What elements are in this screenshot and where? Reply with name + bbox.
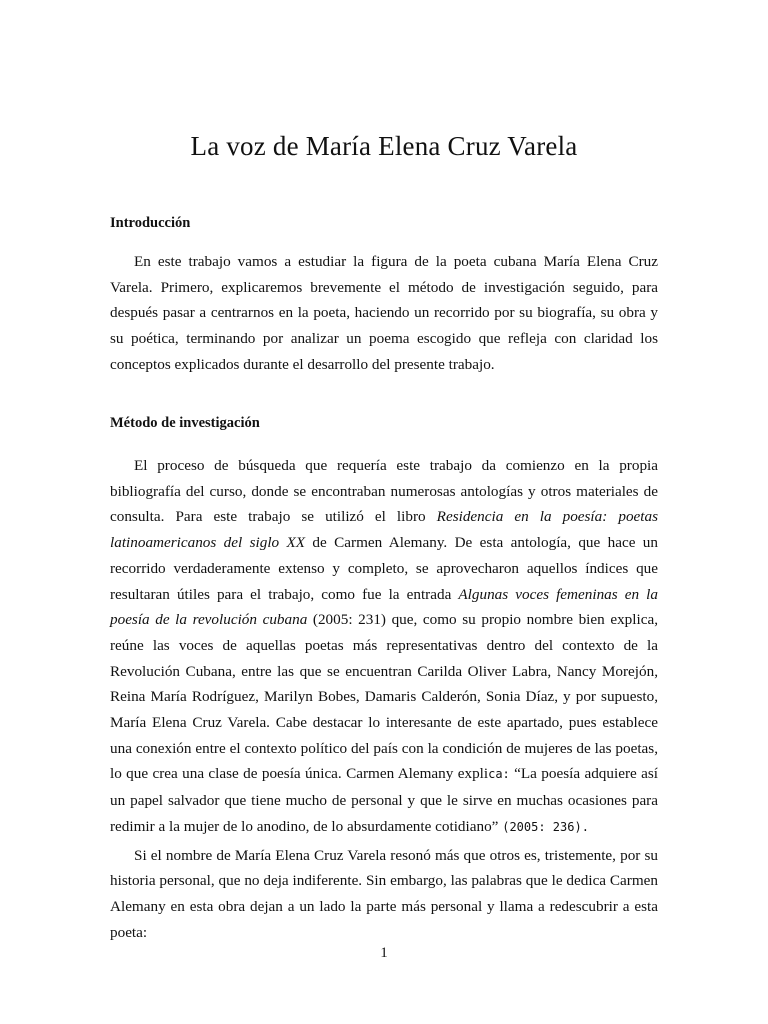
section-body-introduccion (110, 249, 658, 378)
document-title: La voz de María Elena Cruz Varela (190, 131, 578, 161)
quote: “La poesía adquiere así un papel salvador que tiene mucho de personal y que le sirve en muchas ocasiones para redimir a la mujer de lo anodino, de lo absurdamente cotidiano” (110, 765, 658, 835)
paragraph: Si el nombre de María Elena Cruz Varela resonó más que otros es, tristemente, por su historia personal, que no deja indiferente. Sin embargo, las palabras que le dedica Carmen Alemany en esta obra dejan a un lado la parte más personal y llama a redescubrir a esta poeta: (110, 846, 658, 941)
text-run: de Carmen Alemany. De esta antología, que hace un recorrido verdaderamente extenso y completo, se aprovecharon aquellos índices que resultaran útiles para el trabajo, como fue la entrada (110, 534, 658, 603)
text-run: (2005: 231) que, como su propio nombre bien explica, reúne las voces de aquellas poetas más representativas dentro del contexto de la Revolución Cubana, entre las que se encuentran Carilda Oliver Labra, Nancy Morejón, Reina María Rodríguez, Marilyn Bobes, Damaris Calderón, Sonia Díaz, y por supuesto, María Elena Cruz Varela. Cabe destacar lo interesante de este apartado, pues establece una conexión entre el contexto político del país con la condición de mujeres de las poetas, lo que crea una clase de poesía única. Carmen Alemany expli (110, 611, 658, 783)
text-run-mono: ca: (488, 767, 510, 782)
paragraph (110, 453, 658, 841)
text-run: El proceso de búsqueda que requería este trabajo da comienzo en la propia bibliografía del curso, donde se encontraban numerosas antologías y otros materiales de consulta. Para este trabajo se utilizó el libro (110, 457, 658, 526)
page-number: 1 (380, 945, 388, 961)
section-heading-introduccion: Introducción (110, 215, 191, 231)
citation: (2005: 236). (502, 819, 589, 834)
section-heading-metodo: Método de investigación (110, 415, 260, 431)
paragraph: En este trabajo vamos a estudiar la figura de la poeta cubana María Elena Cruz Varela. Primero, explicaremos brevemente el método de investigación seguido, para después pasar a centrarnos en la poeta, haciendo un recorrido por su biografía, su obra y su poética, terminando por analizar un poema escogido que refleja con claridad los conceptos explicados durante el desarrollo del presente trabajo. (110, 253, 658, 373)
book-title: Residencia en la poesía: poetas latinoamericanos del siglo XX (110, 508, 659, 552)
section-body-metodo (110, 453, 658, 945)
entry-title: Algunas voces femeninas en la poesía de la revolución cubana (110, 585, 658, 629)
